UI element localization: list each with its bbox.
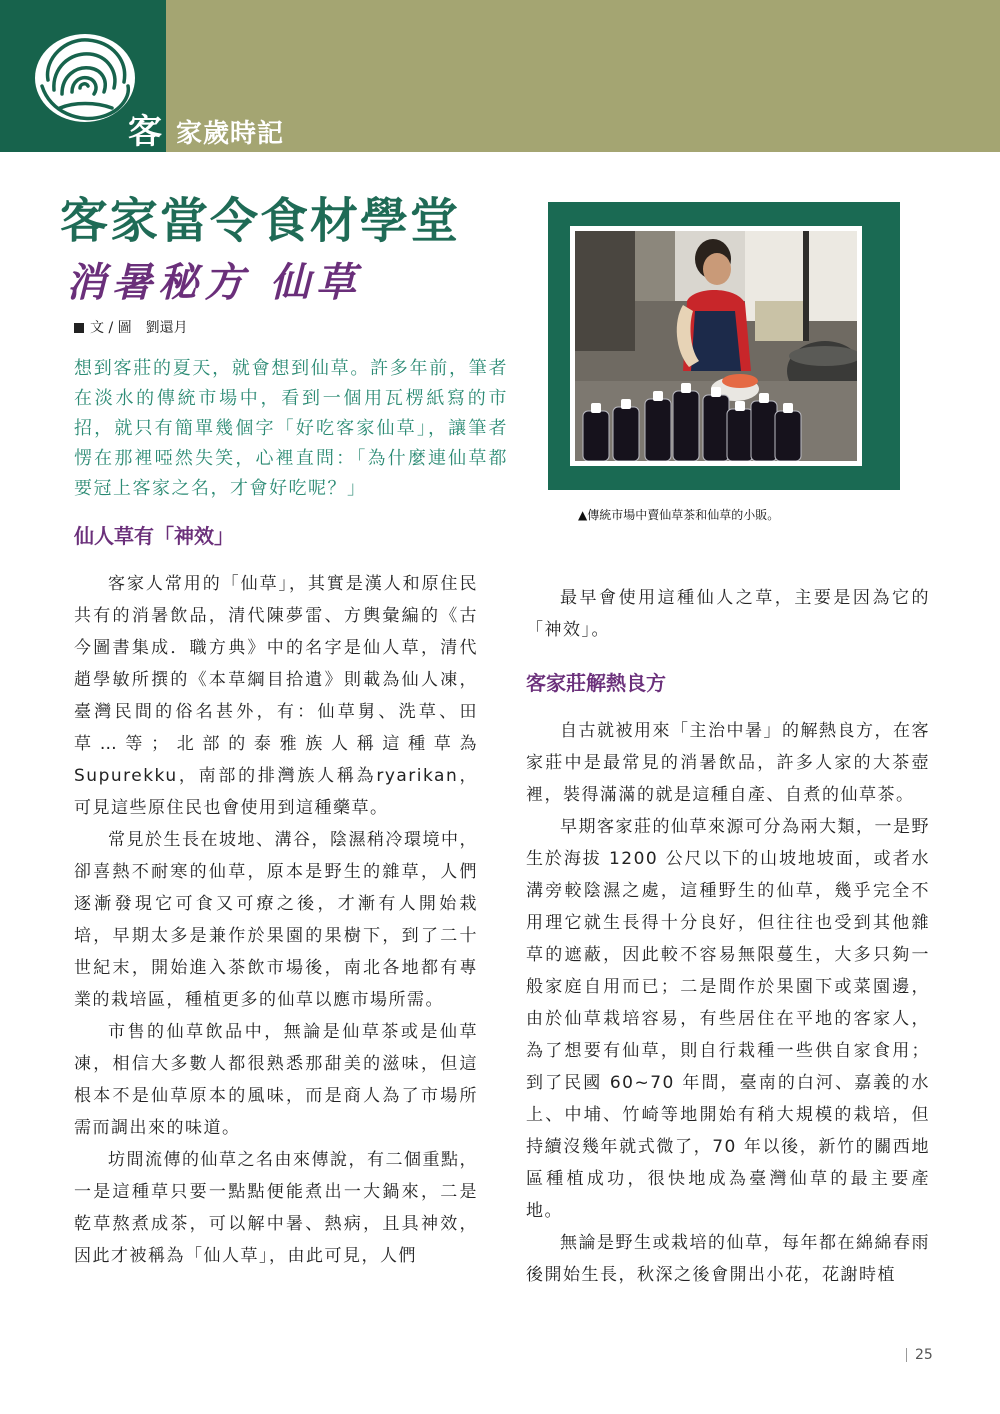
left-paragraph-4: 坊間流傳的仙草之名由來傳說，有二個重點，一是這種草只要一點點便能煮出一大鍋來，二是乾草熬煮成茶，可以解中暑、熱病，且具神效，因此才被稱為「仙人草」，由此可見，人們	[74, 1150, 478, 1266]
right-paragraph-1: 自古就被用來「主治中暑」的解熱良方，在客家莊中是最常見的消暑飲品，許多人家的大茶壺裡，裝得滿滿的就是這種自產、自煮的仙草茶。	[526, 721, 930, 805]
section-title: 家歲時記	[176, 119, 285, 149]
left-heading: 仙人草有「神效」	[74, 524, 234, 548]
page-number	[906, 1346, 933, 1364]
page-number-divider	[906, 1348, 907, 1362]
left-paragraph-3: 市售的仙草飲品中，無論是仙草茶或是仙草凍，相信大多數人都很熟悉那甜美的滋味，但這根本不是仙草原本的風味，而是商人為了市場所需而調出來的味道。	[74, 1022, 478, 1138]
right-paragraph-2: 早期客家莊的仙草來源可分為兩大類，一是野生於海拔 1200 公尺以下的山坡地坡面，或者水溝旁較陰濕之處，這種野生的仙草，幾乎完全不用理它就生長得十分良好，但往往也受到其他雜草的遮蔽，因此較不容易無限蔓生，大多只夠一般家庭自用而已；二是間作於果園下或菜園邊，由於仙草栽培容易，有些居住在平地的客家人，為了想要有仙草，則自行栽種一些供自家食用；到了民國 60~70 年間，臺南的白河、嘉義的水上、中埔、竹崎等地開始有稍大規模的栽培，但持續沒幾年就式微了，70 年以後，新竹的關西地區種植成功，很快地成為臺灣仙草的最主要產地。	[526, 817, 930, 1221]
right-paragraph-3: 無論是野生或栽培的仙草，每年都在綿綿春雨後開始生長，秋深之後會開出小花，花謝時植	[526, 1233, 930, 1285]
intro-paragraph: 想到客莊的夏天，就會想到仙草。許多年前，筆者在淡水的傳統市場中，看到一個用瓦楞紙寫的市招，就只有簡單幾個字「好吃客家仙草」，讓筆者愣在那裡啞然失笑，心裡直問：「為什麼連仙草都要冠上客家之名，才會好吃呢？」	[74, 358, 508, 499]
right-lead	[526, 582, 930, 646]
right-lead-paragraph: 最早會使用這種仙人之草，主要是因為它的「神效」。	[526, 588, 930, 640]
article-title: 客家當令食材學堂	[60, 193, 461, 249]
article-subtitle: 消暑秘方 仙草	[66, 259, 362, 306]
page-number-text: 25	[915, 1347, 933, 1363]
left-paragraph-1: 客家人常用的「仙草」，其實是漢人和原住民共有的消暑飲品，清代陳夢雷、方輿彙編的《古今圖書集成．職方典》中的名字是仙人草，清代趙學敏所撰的《本草綱目拾遺》則載為仙人凍，臺灣民間的俗名甚外，有：仙草舅、洗草、田草…等；北部的泰雅族人稱這種草為Supurekku，南部的排灣族人稱為ryarikan，可見這些原住民也會使用到這種藥草。	[74, 574, 478, 818]
right-heading: 客家莊解熱良方	[526, 671, 666, 695]
photo-caption: ▲傳統市場中賣仙草茶和仙草的小販。	[578, 508, 780, 522]
header-mark: 客	[128, 112, 162, 152]
byline	[74, 319, 188, 337]
right-column	[526, 715, 930, 1291]
left-column	[74, 568, 478, 1272]
byline-square-icon	[74, 323, 84, 333]
market-vendor-photo	[575, 231, 857, 461]
rose-logo-icon	[30, 28, 140, 128]
left-paragraph-2: 常見於生長在坡地、溝谷，陰濕稍冷環境中，卻喜熱不耐寒的仙草，原本是野生的雜草，人們逐漸發現它可食又可療之後，才漸有人開始栽培，早期太多是兼作於果園的果樹下，到了二十世紀末，開始進入茶飲市場後，南北各地都有專業的栽培區，種植更多的仙草以應市場所需。	[74, 830, 478, 1010]
byline-text: 文 / 圖 劉還月	[90, 320, 188, 336]
